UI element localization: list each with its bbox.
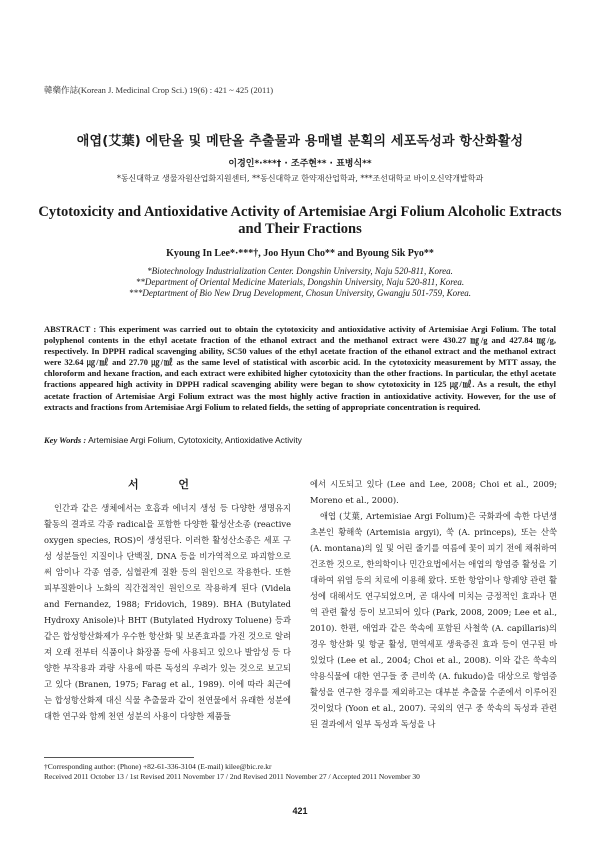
body-paragraph: 애엽 (艾葉, Artemisiae Argi Folium)은 국화과에 속한 다년생 초본인 황해쑥 (Artemisia argyi), 쑥 (A. princeps), 또는 산쑥 (A. montana)의 잎 및 어린 줄기를 여름에 꽃이 피기 전에 채취하여 건조한 것으로, 한의학이나 민간요법에서는 애엽의 항염증 활성을 기대하여 위염 등의 치료에 이용해 왔다. 또한 항암이나 항궤양 관련 활성에 대해서도 연구되었으며, 곧 대사에 미치는 긍정적인 효과나 면역 관련 활성 등이 보고되어 있다 (Park, 2008, 2009; Lee et al., 2010). 한편, 애엽과 같은 쑥속에 포함된 사철쑥 (A. capillaris)의 경우 항산화 및 항균 활성, 면역세포 생육증진 효과 등이 연구된 바 있었다 (Lee et al., 2004; Choi et al., 2008). 이와 같은 쑥속의 약용식물에 대한 연구들 중 큰비쑥 (A. fukudo)을 대상으로 항염증 활성을 연구한 경우를 제외하고는 대부분 추출물 수준에서 이루어진 것이었다 (Yoon et al., 2007). 국외의 연구 중 쑥속의 독성과 관련된 결과에서 일부 독성과 독성을 나	[310, 511, 557, 729]
abstract: ABSTRACT : This experiment was carried out to obtain the cytotoxicity and antioxidative activity of Artemisiae Argi Folium. The total polyphenol contents in the ethyl acetate fraction of the ethanol extract and the methanol extract were 430.27 ㎎/g and 427.84 ㎎/g, respectively. In DPPH radical scavenging ability, SC50 values of the ethyl acetate fraction of the ethanol extract and the methanol extract were 32.64 ㎍/㎖ and 27.70 ㎍/㎖ as the same level of statistical with ascorbic acid. In the cytotoxicity measurement by MTT assay, the chloroform and hexane fraction, and each extract were exhibited higher cytotoxicity than the other fractions. In particular, the ethyl acetate fractions appeared high activity in DPPH radical scavenging ability were began to show cytotoxicity in 125 ㎍/㎖. As a result, the ethyl acetate fraction of Artemisiae Argi Folium extract was the most highly active fraction in antioxidative activity. However, for the use of extracts and fractions from Artemisiae Argi Folium to related fields, the setting of appropriate concentration is required.	[44, 324, 556, 412]
authors-korean: 이경인*·***† · 조주현** · 표병식**	[228, 159, 372, 169]
affiliation-line: *Biotechnology Industrialization Center. Dongshin University, Naju 520-811, Korea.	[147, 266, 453, 276]
footnote	[44, 762, 420, 781]
body-paragraph: 인간과 같은 생체에서는 호흡과 에너지 생성 등 다양한 생명유지 활동의 결과로 각종 radical을 포함한 다양한 활성산소종 (reactive oxygen species, ROS)이 생성된다. 이러한 활성산소종은 세포 구성 성분들인 지질이나 단백질, DNA 등을 비가역적으로 파괴함으로써 암이나 각종 염증, 심혈관계 질환 등의 원인으로 작용한다. 또한 피부질환이나 노화의 직간접적인 원인으로 작용하게 된다 (Videla and Fernandez, 1988; Fridovich, 1989). BHA (Butylated Hydroxy Anisole)나 BHT (Butylated Hydroxy Toluene) 등과 같은 합성항산화제가 우수한 항산화 및 보존효과를 가진 것으로 알려져 오래 전부터 식품이나 화장품 등에 사용되고 있으나 발암성 등 다양한 부작용과 과량 사용에 따른 독성의 우려가 있는 것으로 보고되고 있다 (Branen, 1975; Farag et al., 1989). 이에 따라 최근에는 합성항산화제 대신 식물 추출물과 같이 천연물에서 유래한 성분에 대한 연구와 함께 천연 성분의 사용이 다양한 제품들	[44, 503, 291, 721]
footnote-received: Received 2011 October 13 / 1st Revised 2011 November 17 / 2nd Revised 2011 November 27 / Accepted 2011 November 30	[44, 771, 420, 781]
title-english: Cytotoxicity and Antioxidative Activity of Artemisiae Argi Folium Alcoholic Extracts and Their Fractions	[38, 204, 562, 237]
affiliations-english	[0, 266, 600, 299]
footnote-divider	[44, 757, 194, 758]
affiliations-korean: *동신대학교 생물자원산업화지원센터, **동신대학교 한약재산업학과, ***조선대학교 바이오신약개발학과	[116, 174, 484, 183]
affiliation-line: **Department of Oriental Medicine Materials, Dongshin University, Naju 520-811, Korea.	[135, 277, 465, 287]
body-paragraph: 에서 시도되고 있다 (Lee and Lee, 2008; Choi et al., 2009; Moreno et al., 2000).	[310, 479, 557, 505]
page-number: 421	[292, 806, 308, 816]
footnote-correspondence: †Corresponding author: (Phone) +82-61-336-3104 (E-mail) kilee@bic.re.kr	[44, 762, 272, 771]
keywords-label: Key Words :	[44, 435, 87, 445]
left-column	[44, 500, 291, 724]
keywords-text: Artemisiae Argi Folium, Cytotoxicity, Antioxidative Activity	[88, 435, 302, 445]
authors-english: Kyoung In Lee*·***†, Joo Hyun Cho** and Byoung Sik Pyo**	[166, 248, 434, 259]
title-korean: 애엽(艾葉) 에탄올 및 메탄올 추출물과 용매별 분획의 세포독성과 항산화활성	[76, 134, 524, 149]
affiliation-line: ***Deptartment of Bio New Drug Development, Chosun University, Gwangju 501-759, Korea.	[128, 288, 472, 298]
journal-header: 韓藥作誌(Korean J. Medicinal Crop Sci.) 19(6) : 421 ~ 425 (2011)	[44, 85, 274, 95]
section-title: 서 언	[127, 478, 208, 491]
right-column	[310, 476, 557, 732]
keywords	[44, 435, 556, 445]
